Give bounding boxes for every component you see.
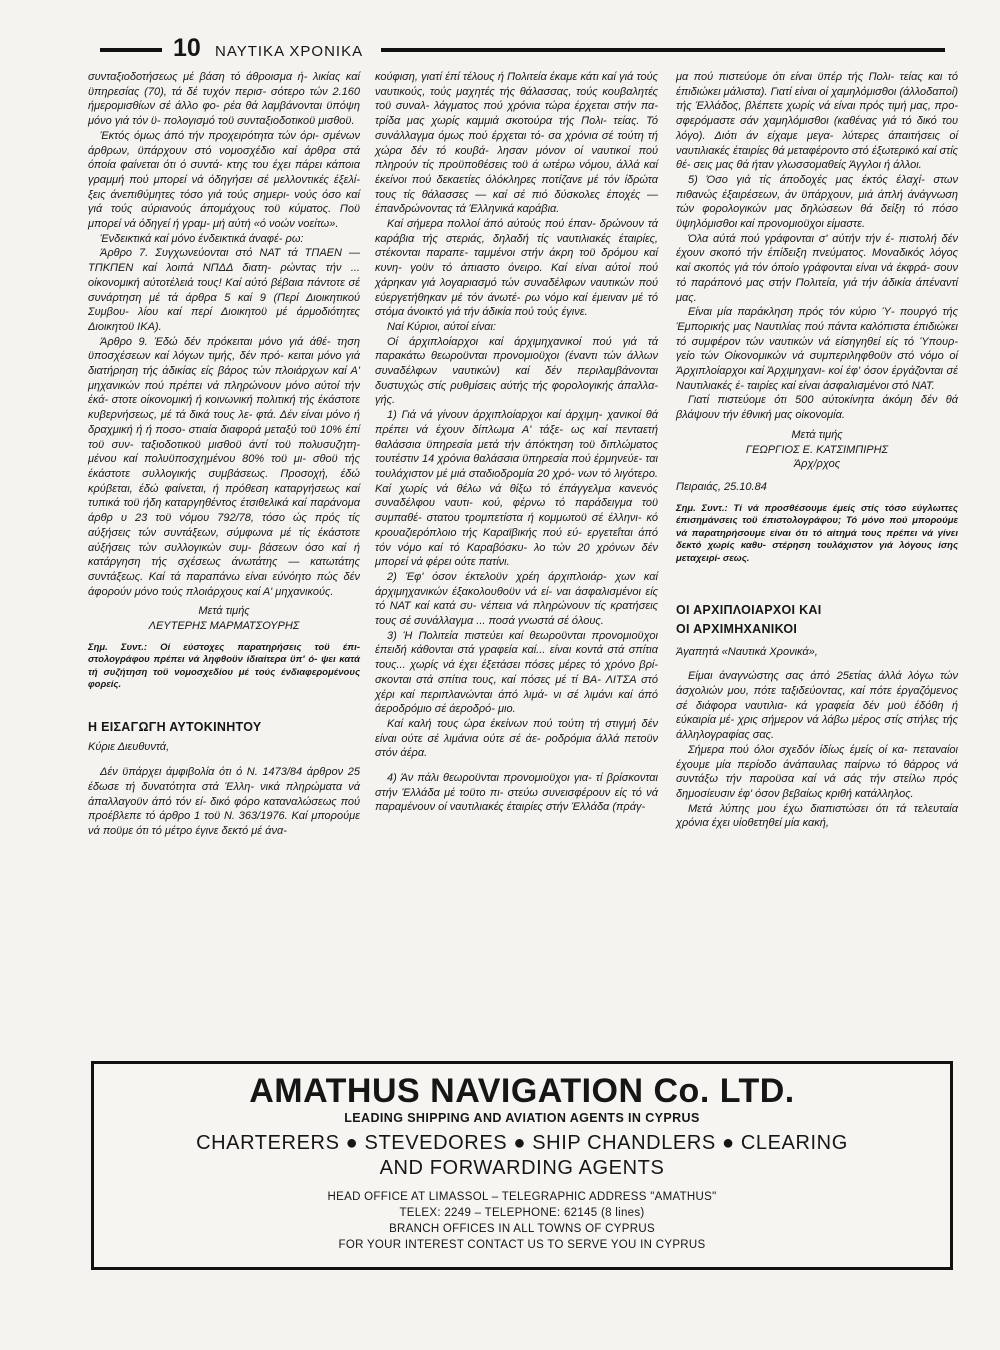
ad-company-name: AMATHUS NAVIGATION Co. LTD. (249, 1072, 795, 1110)
paragraph: Ναί Κύριοι, αύτοί είναι: (387, 320, 496, 333)
paragraph: 3) Ή Πολιτεία πιστεύει καί θεωροϋνται προνομιοϋχοι έπειδή κάθονται στά γραφεία καί... είναι κοντά στά σπίτια τους... χωρίς νά έχει έξετάσει πόσες μέρες τό χρόνο βρί- σκονται στά σπίτια τους, καί πόσες μέ τί ΒΑ- ΛΙΤΣΑ στό χέρι καί περιπλανώνται άπό λιμά- νι σέ λιμάνι καί άπό άεροδρόμιο σέ άεροδρό- μιο. (375, 629, 658, 716)
place-date: Πειραιάς, 25.10.84 (676, 480, 767, 493)
paragraph: Οί άρχιπλοίαρχοι καί άρχιμηχανικοί πού γιά τά παρακάτω θεωροϋνται προνομιοϋχοι (έναντι τών άλλων συναδέλφων ναυτικών) καί δέν περιλαμβάνονται δυστυχώς στίς ρυθμίσεις αύτής τής φορολογικής άπαλλα- γής. (375, 335, 658, 407)
ad-telex: TELEX: 2249 – TELEPHONE: 62145 (8 lines) (399, 1207, 645, 1219)
paragraph: Έκτός όμως άπό τήν προχειρότητα τών όρι- σμένων άρθρων, ϋπάρχουν στό νομοσχέδιο καί άρθρα στά όποία φαίνεται ότι ό συντά- κτης του έχει πάρει κάποια γραμμή πού μπορεί νά όδηγήσει σέ μελλοντικές έξελί- ξεις άνεπιθύμητες τόσο γιά τούς σημερι- νούς όσο καί γιά τούς αύριανούς άπομάχους τοϋ κύματος. Ποϋ μπορεί νά όδηγεί ή γραμ- μή αύτή «ό νοών νοείτω». (88, 129, 360, 231)
paragraph: Ένδεικτικά καί μόνο ένδεικτικά άναφέ- ρω: (100, 232, 304, 245)
paragraph: Είναι μία παράκληση πρός τόν κύριο Ύ- πουργό τής Έμπορικής μας Ναυτιλίας πού πάντα καλόπιστα έπιδιώκει τό συμφέρον τών ναυτικών νά είσηγηθεί είς τό Ύπουρ- γείο τών Οίκονομικών νά συμπεριληφθοϋν στό νόμο οί Άρχιπλοίαρχοι καί Άρχιμηχανι- κοί έφ' όσον έργάζονται σέ Ναυτιλιακές έ- ταιρίες καί είναι άσφαλισμένοι στό ΝΑΤ. (676, 306, 958, 392)
paragraph: Όλα αύτά πού γράφονται σ' αύτήν τήν έ- πιστολή δέν έχουν σκοπό τήν έπίδειξη πνεύματος. Μοναδικός λόγος καί σκοπός γιά τόν όποίο γράφονται είναι νά έκφρά- σουν τό παράπονό μας στήν Πολιτεία, γιά τήν άδικία άπέναντί μας. (676, 232, 958, 304)
advertisement-box (91, 1061, 953, 1270)
editor-note: Σημ. Συντ.: Τί νά προσθέσουμε έμείς στίς τόσο εύγλωττες έπισημάνσεις τοϋ έπιστολογράφου; Τό μόνο πού μπορούμε νά παρατηρήσουμε είναι ότι τό αίτημά τους πρέπει νά γίνει δεκτό χωρίς καθυ- στέρηση τουλάχιστον γιά λόγους ίσης μεταχειρί- σεως. (676, 502, 958, 564)
page-header (95, 36, 945, 66)
paragraph: Καί καλή τους ώρα έκείνων πού τούτη τή στιγμή δέν είναι ούτε σέ λιμάνια ούτε σέ άε- ροδρόμια άλλά πετοϋν στόν άέρα. (375, 717, 658, 760)
publication-name: ΝΑΥΤΙΚΑ ΧΡΟΝΙΚΑ (215, 43, 364, 60)
paragraph: Σήμερα πού όλοι σχεδόν ίδίως έμείς οί κα- πεταναίοι έχουμε μία περίοδο άνάπαυλας παίρνω τό θάρρος νά συντάξω τήν παροϋσα καί νά σάς τήν στείλω πρός δημοσίευσιν έφ' όσον βεβαίως κριθή κατάλληλος. (676, 743, 958, 800)
column-1 (88, 70, 360, 839)
paragraph: Άρθρο 9. Έδώ δέν πρόκειται μόνο γιά άθέ- τηση ϋποσχέσεων καί λόγων τιμής, δέν πρό- κειται μόνο γιά διατήρηση τής άδικίας είς βάρος τών πλοιάρχων καί Α' μηχανικών πού πρέπει νά πληρώνουν μόνο αύτοί τήν έκά- στοτε οίκονομική ή κοινωνική πολιτική τής έκάστοτε κυβερνήσεως, μέ τά δικά τους λε- φτά. Δέν είναι μόνο ή δραχμική ή ή ποσο- στιαία διαφορά μεταξύ τοϋ 10% έπί τοϋ συν- ταξιοδοτικοϋ μισθοϋ άντί τοϋ πολυσυζητη- μένου καί πολυϋποσχημένου 80% τοϋ μι- σθοϋ τής έκάστοτε συλλογικής συμβάσεως. Προσοχή, έδώ κρύβεται, έδώ φαίνεται, ή πρόθεση καταργήσεως καί τυπικά τοϋ ήδη καταργηθέντος έτσιθελικά καί παράνομα άρθρ υ 23 τοϋ νόμου 792/78, τόσο ώς πρός τίς αύξήσεις τών συντάξεων, σύμφωνα μέ τίς έκάστοτε αύξήσεις τών συλλογικών συμ- βάσεων όσο καί ή κατάργηση τής σχέσεως άνωτάτης — κατωτάτης συντάξεως. Καί τά παραπάνω είναι εύνόητο πώς δέν άφορούν μόνο τούς πλοιάρχους καί Α' μηχανικούς. (88, 335, 360, 598)
article-heading-line2: ΟΙ ΑΡΧΙΜΗΧΑΝΙΚΟΙ (676, 621, 798, 636)
header-rule-right (381, 48, 945, 52)
ad-contact: FOR YOUR INTEREST CONTACT US TO SERVE YOU IN CYPRUS (338, 1239, 706, 1251)
paragraph: μα πού πιστεύομε ότι είναι ϋπέρ τής Πολι- τείας και τό έπιδιώκει μάλιστα). Γιατί είναι οί χαμηλόμισθοι (άλλοδαποί) τής Έλλάδος, βλέπετε χωρίς νά είναι πρός τιμή μας, προ- σφερόμαστε σάν χαμηλόμισθοι (καθένας γιά τό δικό του λόγο). Διότι άν είχαμε μεγα- λύτερες άπαιτήσεις οί ναυτιλιακές έταιρίες θά μεταφέροντο στό έξωτερικό καί στίς θέ- σεις μας θά ήταν γλωσσομαθείς Άγγλοι ή άλλοι. (676, 71, 958, 172)
paragraph: κούφιση, γιατί έπί τέλους ή Πολιτεία έκαμε κάτι καί γιά τούς ναυτικούς, τούς μαχητές τής θάλασσας, τούς κουβαλητές τοϋ συναλ- λάγματος πού χρόνια τώρα έρχεται στήν πα- τρίδα μας χωρίς καμμιά σκοτούρα τής Πολι- τείας. Τό συνάλλαγμα όμως πού έρχεται τό- σα χρόνια σέ τούτη τή χώρα δέν τό κουβά- λησαν μόνον οί ναυτικοί πού πληρούν τίς προϋποθέσεις τοϋ ά ωτέρω νόμου, άλλά καί έκείνοι πού δεκαετίες όλόκληρες ποτίζανε μέ τόν ίδρώτα τους τίς θάλασσες — καί σέ πιό δύσκολες έποχές — έπανδρώνοντας τά Έλληνικά καράβια. (375, 71, 658, 216)
column-3 (676, 70, 958, 831)
signature: ΓΕΩΡΓΙΟΣ Ε. ΚΑΤΣΙΜΠΙΡΗΣ (745, 443, 889, 456)
salutation: Κύριε Διευθυντά, (88, 741, 170, 754)
paragraph: 4) Άν πάλι θεωροϋνται προνομιοϋχοι για- τί βρίσκονται στήν Έλλάδα μέ τοϋτο πι- στεύω συνεισφέρουν είς τό νά παραμένουν οί ναυτιλιακές έταιρίες στήν Έλλάδα (πράγ- (375, 772, 658, 814)
editor-note: Σημ. Συντ.: Οί εύστοχες παρατηρήσεις τοϋ έπι- στολογράφου πρέπει νά ληφθοϋν ίδιαίτερα ϋπ' ό- ψει κατά τή συζήτηση τοϋ νομοσχεδίου μέ τούς ένδιαφερομένους φορείς. (88, 641, 360, 691)
closing: Μετά τιμής (791, 428, 843, 441)
salutation: Άγαπητά «Ναυτικά Χρονικά», (676, 645, 818, 658)
ad-services: CHARTERERS ● STEVEDORES ● SHIP CHANDLERS ● CLEARING (196, 1132, 848, 1154)
ad-head-office: HEAD OFFICE AT LIMASSOL – TELEGRAPHIC ADDRESS "AMATHUS" (327, 1191, 717, 1203)
paragraph: Γιατί πιστεύομε ότι 500 αύτοκίνητα άκόμη δέν θά βλάψουν τήν έθνική μας οίκονομία. (676, 394, 958, 422)
signature-title: Άρχ/ρχος (793, 458, 841, 471)
ad-branches: BRANCH OFFICES IN ALL TOWNS OF CYPRUS (389, 1223, 655, 1235)
paragraph: Άρθρο 7. Συγχωνεύονται στό ΝΑΤ τά ΤΠΑΕΝ — ΤΠΚΠΕΝ καί λοιπά ΝΠΔΔ διατη- ρώντας τήν ... οίκονομική αύτοτέλειά τους! Καί αύτό βέβαια πάντοτε σέ συνάρτηση μέ τά άρθρα 5 καί 9 (Περί Διοικητικού Συμβου- λίου καί περί Διοικητοϋ μέ άρμοδιότητες Διοικητοϋ ΙΚΑ). (88, 247, 360, 333)
paragraph: 5) Όσο γιά τίς άποδοχές μας έκτός έλαχί- στων πιθανώς έξαιρέσεων, άν ϋπάρχουν, μιά άπλή άνάγνωση τών φορολογικών μας δηλώσεων θά δείξη τό πόσο ϋψηλόμισθοι καί προνομιοϋχοι είμαστε. (676, 173, 958, 231)
article-heading: Η ΕΙΣΑΓΩΓΗ ΑΥΤΟΚΙΝΗΤΟΥ (88, 719, 262, 734)
paragraph: συνταξιοδοτήσεως μέ βάση τό άθροισμα ή- λικίας καί ϋπηρεσίας (70), τά δέ τυχόν περισ- σότερο τών 2.160 ήμερομισθίων σέ άλλο φο- ρέα θά λαμβάνονται ϋπόψη μόνο γιά τόν ϋ- πολογισμό τοϋ συνταξιοδοτικοϋ μισθοϋ. (88, 71, 360, 128)
signature: ΛΕΥΤΕΡΗΣ ΜΑΡΜΑΤΣΟΥΡΗΣ (148, 620, 300, 633)
header-rule-left (100, 48, 162, 52)
paragraph: Είμαι άναγνώστης σας άπό 25ετίας άλλά λόγω τών άσχολιών μου, πότε ταξιδεύοντας, καί πότε έργαζόμενος σέ διάφορα ναυτιλια- κά γραφεία δέν μοϋ έδόθη ή εύκαιρία μέ- χρις σήμερον νά λάβω μέρος στίς στήλες τής άλληλογραφίας σας. (676, 670, 958, 742)
article-heading: ΟΙ ΑΡΧΙΠΛΟΙΑΡΧΟΙ ΚΑΙ (676, 603, 822, 618)
paragraph: Δέν ϋπάρχει άμφιβολία ότι ό Ν. 1473/84 άρθρον 25 έδωσε τή δυνατότητα στά Έλλη- νικά πληρώματα νά άπαλλαγοϋν άπό τόν εί- δικό φόρο καταναλώσεως πού προέβλεπε τό άρθρο 1 τοϋ Ν. 363/1976. Καί μπορούμε νά ποϋμε ότι τό μέτρο έγινε δεκτό μέ άνα- (88, 766, 360, 837)
paragraph: Μετά λύπης μου έχω διαπιστώσει ότι τά τελευταία χρόνια έχει υίοθετηθεί μία κακή, (676, 802, 958, 830)
paragraph: 2) Έφ' όσον έκτελοϋν χρέη άρχιπλοιάρ- χων καί άρχιμηχανικών έξακολουθοϋν νά εί- ναι άσφαλισμένοι είς τό ΝΑΤ καί κατά συ- νέπεια νά πληρώνουν τίς κρατήσεις τους σέ συνάλλαγμα ... ποσά γνωστά σέ όλους. (375, 570, 658, 628)
ad-tagline: LEADING SHIPPING AND AVIATION AGENTS IN CYPRUS (344, 1111, 700, 1125)
closing: Μετά τιμής (198, 605, 250, 618)
paragraph: 1) Γιά νά γίνουν άρχιπλοίαρχοι καί άρχιμη- χανικοί θά πρέπει νά έχουν δίπλωμα Α' τάξε- ως καί πενταετή θαλάσσια ϋπηρεσία μετά τήν άπόκτηση τοϋ διπλώματος τουτέστιν 14 χρόνια θαλάσσια ϋπηρεσία πού έρμηνεύε- ται τουλάχιστον μέ μιά σταδιοδρομία 20 χρό- νων τό λιγότερο. Καί χωρίς νά θέλω νά θίξω τό έπάγγελμα κανενός συναδέλφου ναυτι- κού, φέρνω τό παράδειγμα τοϋ συμπαθέ- στατου τρομπετίστα ή κομμωτοϋ σέ έλληνι- κό κρουαζιερόπλοιο τής Καραϊβικής πού εύ- εργετεΐται άπό τόν νόμο καί τό Καραβόσκυ- λο τών 20 χρόνων δέν μπορεί νά φέρει ούτε πατίνι. (375, 409, 658, 569)
ad-services-continued: AND FORWARDING AGENTS (379, 1157, 665, 1179)
column-2 (375, 70, 658, 815)
page-number: 10 (173, 34, 201, 62)
paragraph: Καί σήμερα πολλοί άπό αύτούς πού έπαν- δρώνουν τά καράβια τής στεριάς, δηλαδή τίς ναυτιλιακές έταιρίες, στέκονται παραπε- ταμμένοι στήν άκρη τοϋ δρόμου καί κυνη- γοϋν τό άπιαστο όνειρο. Καί είναι αύτοί πού χάρηκαν γιά λογαριασμό τών συναδέλφων ναυτικών πού εύεργετήθηκαν μέ τόν άνωτέ- ρω νόμο καί έμειναν μέ τό στόμα άνοικτό γιά τήν άδικία πού τούς έγινε. (375, 218, 658, 319)
